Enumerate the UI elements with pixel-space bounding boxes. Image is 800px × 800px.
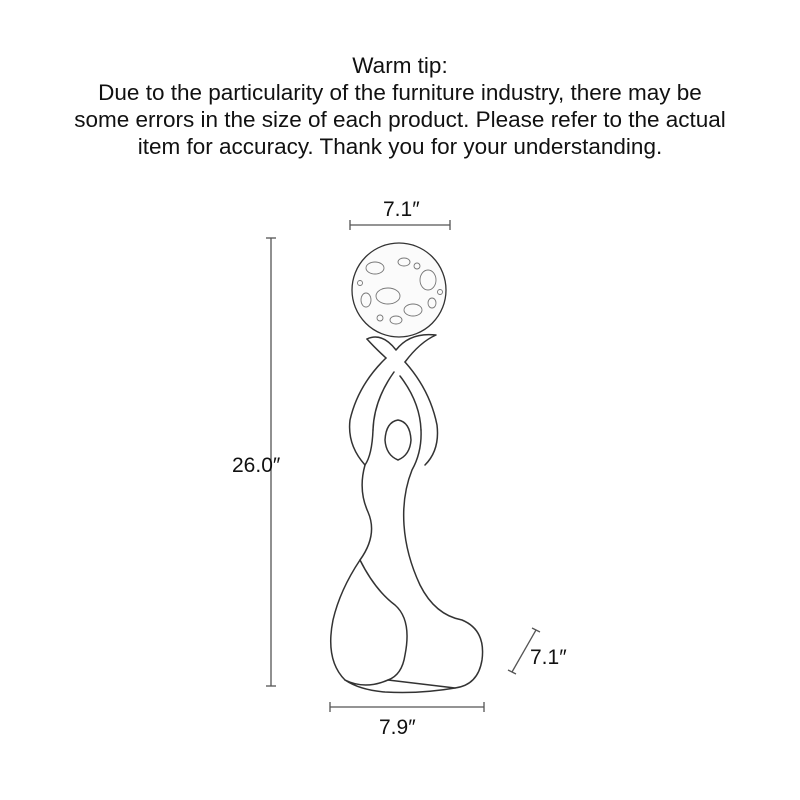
height-label: 26.0″ (232, 454, 281, 477)
ball-width-label: 7.1″ (383, 198, 420, 221)
base-width-label: 7.9″ (379, 716, 416, 739)
warm-tip-heading: Warm tip: (352, 53, 448, 78)
warm-tip-line-3: item for accuracy. Thank you for your understanding. (137, 134, 663, 159)
warm-tip-line-2: some errors in the size of each product. Please refer to the actual (74, 107, 726, 132)
seated-figure-sculpture-icon (331, 335, 483, 693)
depth-tick-top (532, 628, 540, 632)
depth-label: 7.1″ (530, 646, 567, 669)
moon-sphere-icon (352, 243, 446, 337)
depth-tick-bottom (508, 670, 516, 674)
warm-tip-line-1: Due to the particularity of the furniture industry, there may be (98, 80, 702, 105)
